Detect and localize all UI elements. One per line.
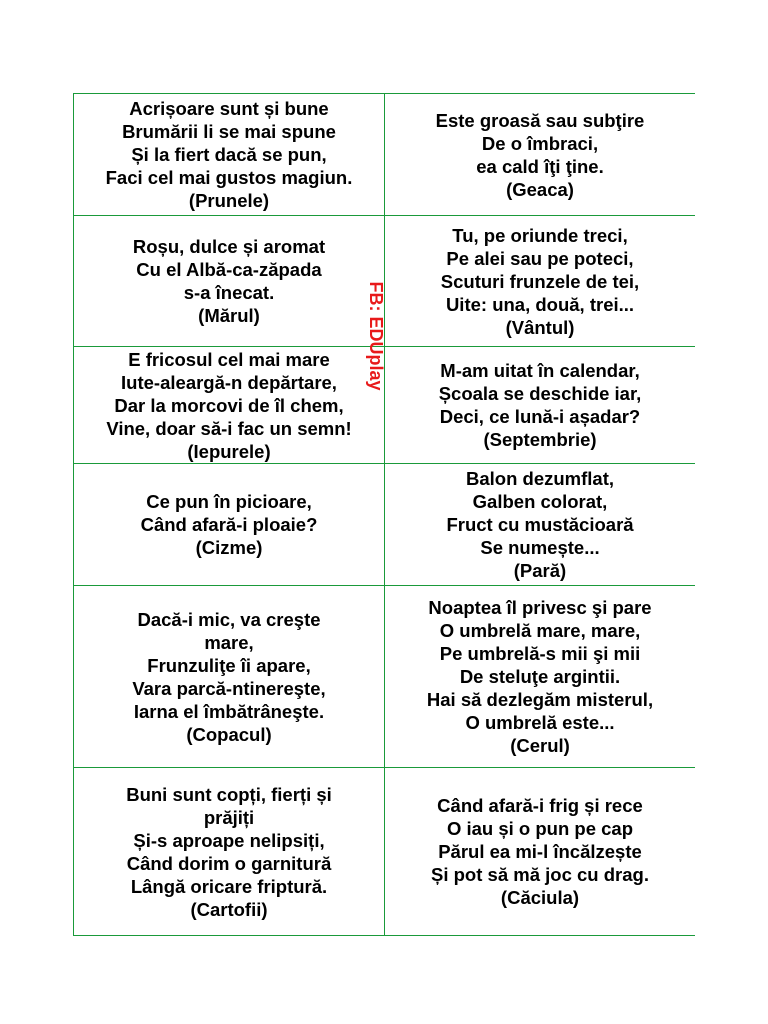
riddle-line: Când dorim o garnitură <box>126 852 332 874</box>
riddle-line: Lângă oricare friptură. <box>130 875 328 897</box>
riddle-answer: (Vântul) <box>505 316 575 338</box>
riddle-line: Și-s aproape nelipsiți, <box>133 829 325 851</box>
riddle-line: O umbrelă mare, mare, <box>439 620 641 641</box>
riddle-cell <box>73 216 385 347</box>
riddle-cell <box>73 347 385 464</box>
riddle-line: Faci cel mai gustos magiun. <box>105 167 353 188</box>
riddle-answer: (Prunele) <box>188 190 270 211</box>
riddle-line: Și pot să mă joc cu drag. <box>431 864 649 885</box>
riddle-line: O umbrelă este... <box>465 712 615 733</box>
riddle-line: O iau și o pun pe cap <box>446 818 634 839</box>
riddle-cell <box>73 93 385 216</box>
riddle-table <box>73 93 695 936</box>
riddle-cell <box>73 586 385 768</box>
riddle-line: ea cald îţi ţine. <box>476 155 604 177</box>
riddle-line: Dar la morcovi de îl chem, <box>114 394 344 416</box>
riddle-line: Este groasă sau subţire <box>435 109 645 131</box>
riddle-line: Dacă-i mic, va creşte <box>137 608 321 630</box>
riddle-answer: (Pară) <box>513 560 567 581</box>
riddle-line: Roșu, dulce și aromat <box>132 236 326 257</box>
riddle-line: Când afară-i ploaie? <box>140 514 318 535</box>
riddle-line: Pe umbrelă-s mii şi mii <box>439 643 641 664</box>
riddle-line: De o îmbraci, <box>481 132 599 154</box>
riddle-line: s-a înecat. <box>183 282 275 303</box>
riddle-line: Vara parcă-ntinereşte, <box>132 677 326 699</box>
riddle-cell <box>73 768 385 936</box>
riddle-cell <box>385 464 695 586</box>
riddle-line: M-am uitat în calendar, <box>440 360 640 381</box>
riddle-line: Uite: una, două, trei... <box>445 293 635 315</box>
riddle-line: Tu, pe oriunde treci, <box>452 224 628 246</box>
riddle-line: Pe alei sau pe poteci, <box>446 247 634 269</box>
riddle-cell <box>385 768 695 936</box>
riddle-answer: (Căciula) <box>500 887 580 908</box>
riddle-line: Brumării li se mai spune <box>122 121 336 142</box>
riddle-line: Când afară-i frig și rece <box>437 795 643 816</box>
riddle-answer: (Cartofii) <box>190 898 268 920</box>
riddle-line: Balon dezumflat, <box>465 468 614 489</box>
riddle-line: Părul ea mi-l încălzește <box>438 841 642 862</box>
riddle-line: De steluţe argintii. <box>459 666 621 687</box>
riddle-cell <box>73 464 385 586</box>
riddle-line: Galben colorat, <box>472 491 608 512</box>
riddle-answer: (Geaca) <box>506 178 574 200</box>
riddle-line: Frunzuliţe îi apare, <box>147 654 311 676</box>
riddle-answer: (Iepurele) <box>187 440 271 462</box>
riddle-line: Iarna el îmbătrâneşte. <box>133 700 325 722</box>
riddle-line: Se numește... <box>480 537 600 558</box>
riddle-line: Iute-aleargă-n depărtare, <box>121 371 337 393</box>
riddle-line: Noaptea îl privesc şi pare <box>428 597 652 618</box>
riddle-cell <box>385 93 695 216</box>
riddle-line: Și la fiert dacă se pun, <box>131 144 327 165</box>
riddle-line: Hai să dezlegăm misterul, <box>426 689 654 710</box>
riddle-line: prăjiți <box>203 806 255 828</box>
riddle-line: Vine, doar să-i fac un semn! <box>106 417 352 439</box>
riddle-line: Cu el Albă-ca-zăpada <box>136 259 322 280</box>
riddle-answer: (Septembrie) <box>483 429 597 450</box>
riddle-line: Scuturi frunzele de tei, <box>440 270 640 292</box>
riddle-line: Ce pun în picioare, <box>146 491 312 512</box>
riddle-answer: (Mărul) <box>198 305 260 326</box>
riddle-line: Acrișoare sunt și bune <box>129 98 329 119</box>
riddle-line: E fricosul cel mai mare <box>128 348 330 370</box>
riddle-cell <box>385 586 695 768</box>
riddle-line: Deci, ce lună-i așadar? <box>439 406 641 427</box>
riddle-answer: (Copacul) <box>186 723 272 745</box>
riddle-line: Fruct cu mustăcioară <box>446 514 634 535</box>
riddle-answer: (Cizme) <box>195 537 263 558</box>
riddle-line: mare, <box>204 631 254 653</box>
riddle-cell <box>385 347 695 464</box>
riddle-line: Buni sunt copți, fierți și <box>126 783 332 805</box>
watermark-text: FB: EDUplay <box>366 281 386 391</box>
riddle-cell <box>385 216 695 347</box>
riddle-line: Școala se deschide iar, <box>438 383 642 404</box>
riddle-answer: (Cerul) <box>510 735 570 756</box>
